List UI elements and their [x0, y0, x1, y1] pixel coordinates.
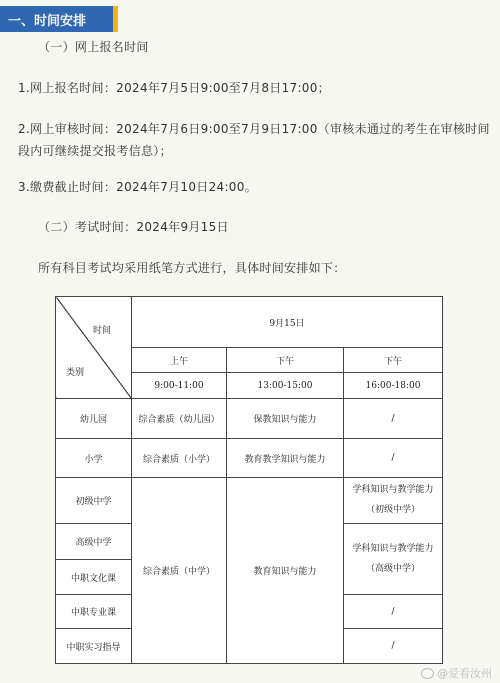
header-category-label: 类别 [66, 368, 85, 379]
header-period-pm1: 下午 [227, 348, 344, 373]
section-title: 一、时间安排 [0, 6, 113, 32]
header-time-pm1: 13:00-15:00 [227, 372, 344, 399]
table-row [56, 478, 443, 523]
section-accent-bar [113, 6, 118, 32]
payment-deadline-item: 3.缴费截止时间：2024年7月10日24:00。 [18, 180, 257, 194]
header-period-pm2: 下午 [344, 348, 443, 373]
weibo-watermark [421, 665, 492, 681]
weibo-icon [421, 668, 434, 679]
row-subject-pm1: 保教知识与能力 [227, 399, 344, 439]
header-diagonal-cell [56, 297, 132, 399]
table-row [56, 439, 443, 478]
header-time-am: 9:00-11:00 [132, 372, 227, 399]
header-time-pm2: 16:00-18:00 [344, 372, 443, 399]
row-category: 中职专业课 [56, 595, 132, 629]
row-subject-pm1-secondary: 教育知识与能力 [227, 478, 344, 664]
exam-schedule-table [55, 296, 443, 664]
registration-time-item: 1.网上报名时间：2024年7月5日9:00至7月8日17:00； [18, 81, 330, 95]
row-subject-pm2: 学科知识与教学能力（高级中学） [344, 523, 443, 595]
row-category: 中职实习指导 [56, 629, 132, 664]
row-category: 高级中学 [56, 523, 132, 560]
row-category: 中职文化课 [56, 560, 132, 595]
row-subject-am-secondary: 综合素质（中学） [132, 478, 227, 664]
table-row [56, 399, 443, 439]
row-subject-pm1: 教育教学知识与能力 [227, 439, 344, 478]
header-period-am: 上午 [132, 348, 227, 373]
exam-time-heading: （二）考试时间：2024年9月15日 [38, 220, 229, 234]
header-date: 9月15日 [132, 297, 443, 348]
row-subject-pm2: 学科知识与教学能力（初级中学） [344, 478, 443, 523]
row-category: 小学 [56, 439, 132, 478]
exam-intro-text: 所有科目考试均采用纸笔方式进行，具体时间安排如下： [38, 261, 346, 275]
row-subject-pm2: / [344, 439, 443, 478]
row-subject-pm2: / [344, 629, 443, 664]
online-registration-heading: （一）网上报名时间 [38, 40, 149, 54]
row-subject-pm2: / [344, 595, 443, 629]
row-category: 幼儿园 [56, 399, 132, 439]
row-subject-am: 综合素质（幼儿园） [132, 399, 227, 439]
row-subject-am: 综合素质（小学） [132, 439, 227, 478]
watermark-text: @爱看汝州 [437, 667, 492, 680]
row-category: 初级中学 [56, 478, 132, 523]
row-subject-pm2: / [344, 399, 443, 439]
header-time-label: 时间 [92, 326, 111, 336]
review-time-item: 2.网上审核时间：2024年7月6日9:00至7月9日17:00（审核未通过的考生在审核时间段内可继续提交报考信息）； [18, 122, 490, 158]
